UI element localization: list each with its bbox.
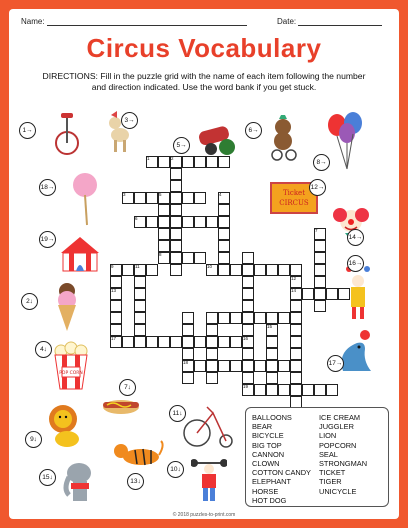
clue-2-down [21,293,38,310]
clue-number-bubble: 2↓ [21,293,38,310]
grid-number: 13 [111,288,117,293]
word-bank-item: HOT DOG [252,495,287,505]
grid-cell[interactable] [194,156,206,168]
clue-7-down [119,379,136,396]
word-bank-item: BICYCLE [252,431,284,441]
grid-cell[interactable] [278,360,290,372]
grid-cell[interactable] [242,300,254,312]
grid-cell[interactable] [170,240,182,252]
grid-cell[interactable] [194,192,206,204]
clue-15-down [39,469,56,486]
grid-cell[interactable] [242,360,254,372]
poster-text: Ticket [282,189,306,197]
grid-cell[interactable] [134,288,146,300]
word-bank-item: JUGGLER [319,422,354,432]
grid-number: 2 [171,156,174,161]
clue-10-down [167,461,184,478]
grid-cell[interactable] [170,192,182,204]
grid-cell[interactable] [194,360,206,372]
grid-cell[interactable] [110,312,122,324]
cannon-icon [197,121,241,157]
clue-number-bubble: 9↓ [25,431,42,448]
cotton-candy-icon [69,171,103,227]
grid-cell[interactable] [206,216,218,228]
grid-cell[interactable] [218,204,230,216]
word-bank-item: COTTON CANDY [252,468,311,478]
clue-number-bubble: 18→ [39,179,56,196]
clue-number-bubble: 10↓ [167,461,184,478]
grid-cell[interactable] [182,252,194,264]
clue-number-bubble: 6→ [245,122,262,139]
grid-cell[interactable] [182,324,194,336]
grid-cell[interactable] [254,264,266,276]
grid-cell[interactable] [242,252,254,264]
grid-cell[interactable] [326,384,338,396]
clue-19-across [39,231,56,248]
grid-number: 9 [111,264,114,269]
grid-cell[interactable] [182,336,194,348]
word-bank-item: ELEPHANT [252,477,292,487]
clue-number-bubble: 13↓ [127,473,144,490]
grid-cell[interactable] [218,240,230,252]
clue-number-bubble: 4↓ [35,341,52,358]
clue-12-across [309,179,326,196]
grid-cell[interactable] [314,300,326,312]
grid-cell[interactable] [134,336,146,348]
grid-cell[interactable] [206,336,218,348]
popcorn-text: POP CORN [59,371,83,376]
grid-cell[interactable] [206,312,218,324]
clue-4-down [35,341,52,358]
grid-cell[interactable] [182,156,194,168]
grid-cell[interactable] [242,288,254,300]
clue-number-bubble: 16→ [347,255,364,272]
grid-cell[interactable] [194,336,206,348]
grid-cell[interactable] [134,312,146,324]
ice-cream-icon [53,281,81,333]
grid-cell[interactable] [170,336,182,348]
grid-cell[interactable] [266,348,278,360]
grid-cell[interactable] [290,372,302,384]
word-bank-item: BALLOONS [252,413,292,422]
grid-cell[interactable] [254,384,266,396]
grid-cell[interactable] [266,360,278,372]
grid-cell[interactable] [266,336,278,348]
grid-cell[interactable] [158,156,170,168]
grid-cell[interactable] [326,288,338,300]
grid-cell[interactable] [266,384,278,396]
grid-cell[interactable] [266,312,278,324]
grid-cell[interactable] [242,276,254,288]
grid-cell[interactable] [170,264,182,276]
clue-6-across [245,122,262,139]
grid-cell[interactable] [182,348,194,360]
grid-cell[interactable] [254,360,266,372]
grid-cell[interactable] [218,360,230,372]
grid-cell[interactable] [290,336,302,348]
grid-cell[interactable] [218,336,230,348]
word-bank-item: BEAR [252,422,273,432]
clue-number-bubble: 17→ [327,355,344,372]
clue-number-bubble: 14→ [347,229,364,246]
clue-number-bubble: 5→ [173,137,190,154]
grid-cell[interactable] [290,348,302,360]
tiger-icon [113,437,165,475]
copyright-footer: © 2018 puzzles-to-print.com [172,512,236,518]
clue-18-across [39,179,56,196]
grid-cell[interactable] [218,228,230,240]
big-top-icon [57,235,103,273]
grid-number: 15 [267,324,273,329]
clue-number-bubble: 1→ [19,122,36,139]
word-bank-item: BIG TOP [252,440,282,450]
grid-cell[interactable] [218,264,230,276]
clue-11-down [169,405,186,422]
grid-cell[interactable] [194,252,206,264]
word-bank-right [319,413,382,505]
grid-cell[interactable] [194,216,206,228]
word-bank [245,407,389,507]
grid-cell[interactable] [158,336,170,348]
word-bank-item: UNICYCLE [319,486,357,496]
grid-cell[interactable] [170,204,182,216]
grid-cell[interactable] [110,300,122,312]
grid-cell[interactable] [134,324,146,336]
clue-3-across [121,112,138,129]
word-bank-item: LION [319,431,337,441]
clue-17-across [327,355,344,372]
grid-number: 19 [243,384,249,389]
grid-number: 1 [147,156,150,161]
directions-text: DIRECTIONS: Fill in the puzzle grid with the name of each item following the number and direction indicated. Use the word bank if you get stuck. [42,71,366,92]
grid-cell[interactable] [110,324,122,336]
grid-cell[interactable] [206,360,218,372]
clue-16-across [347,255,364,272]
clue-8-across [313,154,330,171]
word-bank-item: TIGER [319,477,342,487]
grid-number: 8 [159,252,162,257]
clue-number-bubble: 3→ [121,112,138,129]
hot-dog-icon [101,393,141,419]
grid-cell[interactable] [146,192,158,204]
grid-cell[interactable] [170,180,182,192]
word-bank-left [252,413,315,505]
word-bank-item: CLOWN [252,459,280,469]
grid-cell[interactable] [314,252,326,264]
grid-cell[interactable] [290,384,302,396]
word-bank-item: POPCORN [319,440,357,450]
grid-cell[interactable] [146,264,158,276]
grid-number: 5 [159,192,162,197]
grid-cell[interactable] [134,276,146,288]
unicycle-icon [53,109,81,157]
grid-cell[interactable] [278,384,290,396]
elephant-icon [59,455,101,505]
svg-text:CIRCUS: CIRCUS [279,199,309,207]
clue-number-bubble: 8→ [313,154,330,171]
grid-cell[interactable] [122,336,134,348]
grid-cell[interactable] [182,192,194,204]
grid-number: 11 [135,264,140,269]
clue-number-bubble: 7↓ [119,379,136,396]
grid-number: 10 [207,264,213,269]
grid-cell[interactable] [182,312,194,324]
grid-cell[interactable] [314,264,326,276]
clue-number-bubble: 11↓ [169,405,186,422]
grid-cell[interactable] [182,372,194,384]
grid-cell[interactable] [158,204,170,216]
grid-cell[interactable] [314,240,326,252]
grid-cell[interactable] [158,240,170,252]
grid-cell[interactable] [158,228,170,240]
grid-cell[interactable] [314,384,326,396]
grid-cell[interactable] [242,264,254,276]
clue-number-bubble: 12→ [309,179,326,196]
clue-number-bubble: 15↓ [39,469,56,486]
grid-cell[interactable] [206,324,218,336]
word-bank-item: SEAL [319,449,338,459]
grid-cell[interactable] [254,312,266,324]
grid-cell[interactable] [170,216,182,228]
clue-9-down [25,431,42,448]
grid-cell[interactable] [158,216,170,228]
page-title: Circus Vocabulary [86,33,322,63]
word-bank-item: TICKET [319,468,346,478]
grid-cell[interactable] [182,216,194,228]
grid-cell[interactable] [266,264,278,276]
grid-number: 14 [291,288,297,293]
grid-cell[interactable] [278,312,290,324]
grid-cell[interactable] [230,336,242,348]
grid-cell[interactable] [314,276,326,288]
grid-cell[interactable] [206,348,218,360]
clue-number-bubble: 19→ [39,231,56,248]
grid-cell[interactable] [218,252,230,264]
grid-cell[interactable] [110,276,122,288]
grid-cell[interactable] [278,264,290,276]
grid-number: 17 [111,336,117,341]
grid-cell[interactable] [302,288,314,300]
grid-cell[interactable] [314,288,326,300]
grid-cell[interactable] [290,360,302,372]
word-bank-item: HORSE [252,486,279,496]
grid-cell[interactable] [134,300,146,312]
grid-cell[interactable] [290,264,302,276]
grid-cell[interactable] [242,348,254,360]
grid-cell[interactable] [170,252,182,264]
grid-cell[interactable] [302,384,314,396]
grid-cell[interactable] [134,192,146,204]
clue-1-across [19,122,36,139]
grid-cell[interactable] [206,372,218,384]
grid-number: 12 [291,276,297,281]
word-bank-item: STRONGMAN [319,459,368,469]
word-bank-item: CANNON [252,449,285,459]
grid-cell[interactable] [230,360,242,372]
grid-cell[interactable] [146,216,158,228]
grid-cell[interactable] [242,312,254,324]
grid-cell[interactable] [230,312,242,324]
popcorn-icon [49,341,93,391]
date-label: Date: [277,17,297,26]
grid-cell[interactable] [218,216,230,228]
balloons-icon [323,109,371,171]
grid-number: 4 [219,192,222,197]
grid-cell[interactable] [146,336,158,348]
grid-cell[interactable] [170,228,182,240]
grid-number: 3 [123,192,126,197]
grid-number: 6 [135,216,138,221]
grid-cell[interactable] [266,372,278,384]
grid-cell[interactable] [218,312,230,324]
grid-cell[interactable] [290,312,302,324]
grid-number: 7 [315,228,318,233]
grid-cell[interactable] [290,300,302,312]
bear-icon [267,115,301,161]
grid-cell[interactable] [170,168,182,180]
name-label: Name: [21,17,45,26]
lion-icon [43,401,87,449]
grid-cell[interactable] [122,264,134,276]
word-bank-item: ICE CREAM [319,413,361,422]
grid-cell[interactable] [206,156,218,168]
grid-cell[interactable] [218,156,230,168]
grid-cell[interactable] [290,324,302,336]
worksheet-page [9,9,399,519]
grid-number: 16 [243,336,249,341]
grid-cell[interactable] [242,324,254,336]
clue-14-across [347,229,364,246]
grid-number: 18 [183,360,189,365]
strongman-icon [191,455,227,503]
bicycle-icon [183,403,235,449]
clue-13-down [127,473,144,490]
grid-cell[interactable] [242,372,254,384]
clue-5-across [173,137,190,154]
grid-cell[interactable] [230,264,242,276]
